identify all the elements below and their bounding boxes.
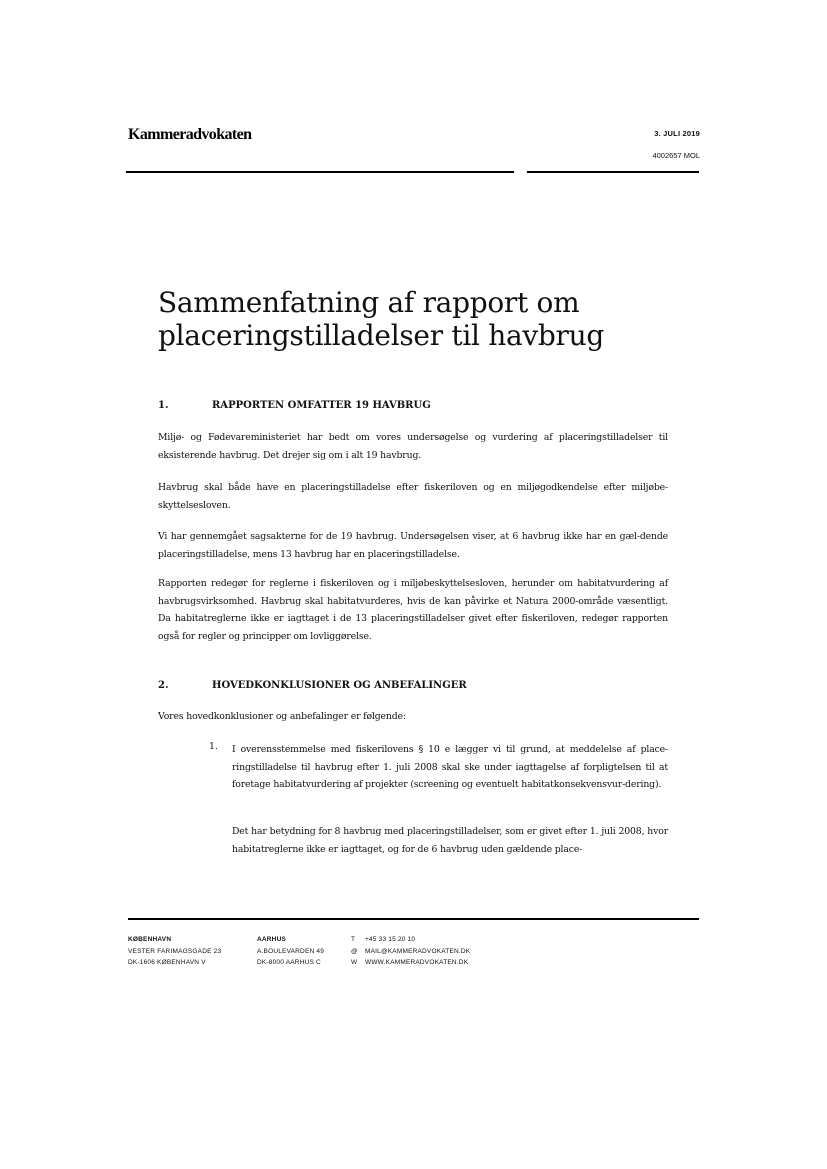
section-1-number: 1. xyxy=(158,400,169,411)
section-2-heading: HOVEDKONKLUSIONER OG ANBEFALINGER xyxy=(212,680,467,691)
footer-street: VESTER FARIMAGSGADE 23 xyxy=(128,947,222,955)
footer-office-aarhus xyxy=(257,934,324,969)
footer-postal: DK-1606 KØBENHAVN V xyxy=(128,959,206,966)
footer-contact xyxy=(351,934,470,969)
paragraph-4: Rapporten redegør for reglerne i fiskeriloven og i miljøbeskyttelsesloven, herunder om habitatvurdering af havbrugsvirksomhed. Havbrug skal habitatvurderes, hvis de kan påvirke et Natura 2000-område væsentligt. Da habitatreglerne ikke er iagttaget i de 13 placeringstilladelser givet efter fiskeriloven, redegør rapporten også for regler og principper om lovliggørelse. xyxy=(158,578,668,642)
footer-postal: DK-8000 AARHUS C xyxy=(257,959,321,966)
section-2-number: 2. xyxy=(158,680,169,691)
list-item-continuation: Det har betydning for 8 havbrug med placeringstilladelser, som er givet efter 1. juli 2008, hvor habitatreglerne ikke er iagttaget, og for de 6 havbrug uden gældende place- xyxy=(232,826,668,855)
footer-office-copenhagen xyxy=(128,934,221,969)
footer-street: A.BOULEVARDEN 49 xyxy=(257,947,325,955)
footer-website-link[interactable]: WWW.KAMMERADVOKATEN.DK xyxy=(365,959,469,966)
section-1-heading: RAPPORTEN OMFATTER 19 HAVBRUG xyxy=(212,400,431,411)
page-title: Sammenfatning af rapport om placeringstilladelser til havbrug xyxy=(158,286,604,352)
paragraph-1: Miljø- og Fødevareministeriet har bedt om vores undersøgelse og vurdering af placeringstilladelser til eksisterende havbrug. Det drejer sig om i alt 19 havbrug. xyxy=(158,432,668,461)
document-date: 3. JULI 2019 xyxy=(654,129,700,138)
footer-phone[interactable]: +45 33 15 20 10 xyxy=(365,936,416,943)
paragraph-2: Havbrug skal både have en placeringstilladelse efter fiskeriloven og en miljøgodkendelse efter miljøbe-skyttelsesloven. xyxy=(158,482,668,511)
header-rule-left xyxy=(126,171,514,173)
list-item-text: I overensstemmelse med fiskerilovens § 10 e lægger vi til grund, at meddelelse af place-ringstilladelse til havbrug efter 1. juli 2008 skal ske under iagttagelse af forpligtelsen til at foretage habitatvurdering af projekter (screening og eventuelt habitatkonsekvensvur-dering). xyxy=(232,744,668,790)
header-rule-right xyxy=(527,171,699,173)
web-icon: W xyxy=(351,959,358,966)
list-item-number: 1. xyxy=(209,741,218,752)
footer-email-link[interactable]: MAIL@KAMMERADVOKATEN.DK xyxy=(365,947,471,955)
footer-rule xyxy=(128,918,699,920)
footer-city: KØBENHAVN xyxy=(128,936,172,943)
section-2-intro: Vores hovedkonklusioner og anbefalinger er følgende: xyxy=(158,711,406,722)
firm-logo: Kammeradvokaten xyxy=(128,126,252,143)
footer-city: AARHUS xyxy=(257,936,287,943)
paragraph-3: Vi har gennemgået sagsakterne for de 19 havbrug. Undersøgelsen viser, at 6 havbrug ikke har en gæl-dende placeringstilladelse, mens 13 havbrug har en placeringstilladelse. xyxy=(158,531,668,560)
document-reference: 4002657 MOL xyxy=(652,151,700,160)
mail-icon: @ xyxy=(351,947,358,955)
phone-icon: T xyxy=(351,936,356,943)
